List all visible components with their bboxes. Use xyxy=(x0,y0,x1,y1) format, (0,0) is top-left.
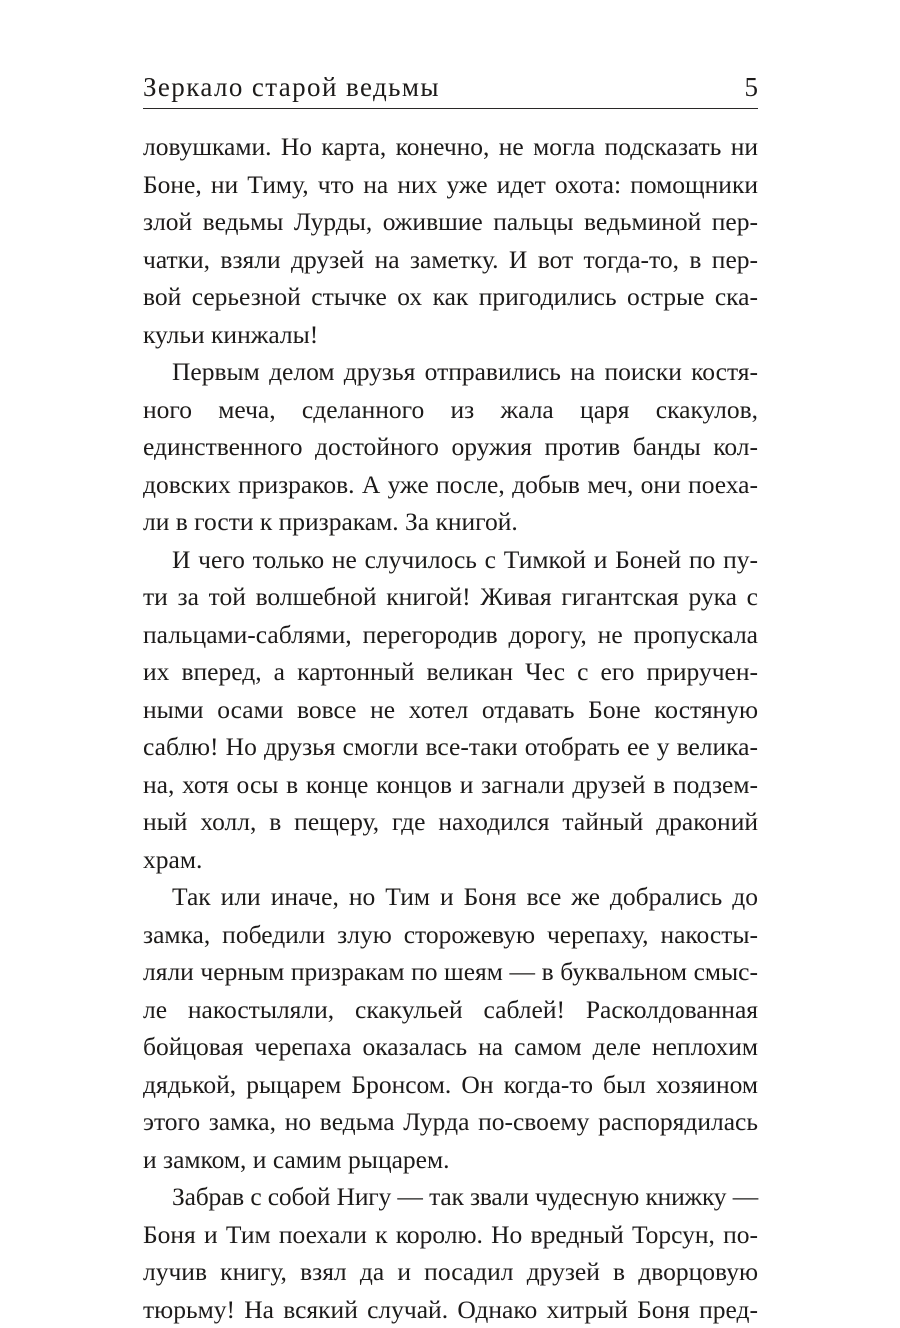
text-line: Боня и Тим поехали к королю. Но вредный Торсун, по- xyxy=(143,1216,758,1254)
text-line: Так или иначе, но Тим и Боня все же добрались до xyxy=(143,878,758,916)
page-number: 5 xyxy=(745,72,759,103)
text-line: ный холл, в пещеру, где находился тайный драконий xyxy=(143,803,758,841)
running-head-title: Зеркало старой ведьмы xyxy=(143,72,440,103)
text-line: саблю! Но друзья смогли все-таки отобрать ее у велика- xyxy=(143,728,758,766)
text-line: бойцовая черепаха оказалась на самом деле неплохим xyxy=(143,1028,758,1066)
text-line: ли в гости к призракам. За книгой. xyxy=(143,503,758,541)
text-line: ными осами вовсе не хотел отдавать Боне костяную xyxy=(143,691,758,729)
running-head xyxy=(143,67,758,103)
text-line: злой ведьмы Лурды, ожившие пальцы ведьминой пер- xyxy=(143,203,758,241)
text-line: лучив книгу, взял да и посадил друзей в дворцовую xyxy=(143,1253,758,1291)
text-line: тюрьму! На всякий случай. Однако хитрый Боня пред- xyxy=(143,1291,758,1328)
text-line: Первым делом друзья отправились на поиски костя- xyxy=(143,353,758,391)
text-line: ного меча, сделанного из жала царя скакулов, xyxy=(143,391,758,429)
text-line: храм. xyxy=(143,841,758,879)
text-line: ловушками. Но карта, конечно, не могла подсказать ни xyxy=(143,128,758,166)
text-line: Боне, ни Тиму, что на них уже идет охота: помощники xyxy=(143,166,758,204)
header-rule xyxy=(143,108,758,109)
text-line: и замком, и самим рыцарем. xyxy=(143,1141,758,1179)
text-line: дядькой, рыцарем Бронсом. Он когда-то был хозяином xyxy=(143,1066,758,1104)
text-line: пальцами-саблями, перегородив дорогу, не пропускала xyxy=(143,616,758,654)
text-line: И чего только не случилось с Тимкой и Боней по пу- xyxy=(143,541,758,579)
text-line: этого замка, но ведьма Лурда по-своему распорядилась xyxy=(143,1103,758,1141)
text-line: кульи кинжалы! xyxy=(143,316,758,354)
text-line: на, хотя осы в конце концов и загнали друзей в подзем- xyxy=(143,766,758,804)
text-line: ти за той волшебной книгой! Живая гигантская рука с xyxy=(143,578,758,616)
body-text xyxy=(143,128,758,1328)
text-line: чатки, взяли друзей на заметку. И вот тогда-то, в пер- xyxy=(143,241,758,279)
text-line: замка, победили злую сторожевую черепаху, накосты- xyxy=(143,916,758,954)
text-line: единственного достойного оружия против банды кол- xyxy=(143,428,758,466)
text-line: их вперед, а картонный великан Чес с его приручен- xyxy=(143,653,758,691)
text-line: вой серьезной стычке ох как пригодились острые ска- xyxy=(143,278,758,316)
text-line: ляли черным призракам по шеям — в буквальном смыс- xyxy=(143,953,758,991)
text-line: Забрав с собой Нигу — так звали чудесную книжку — xyxy=(143,1178,758,1216)
text-line: довских призраков. А уже после, добыв меч, они поеха- xyxy=(143,466,758,504)
text-line: ле накостыляли, скакульей саблей! Расколдованная xyxy=(143,991,758,1029)
